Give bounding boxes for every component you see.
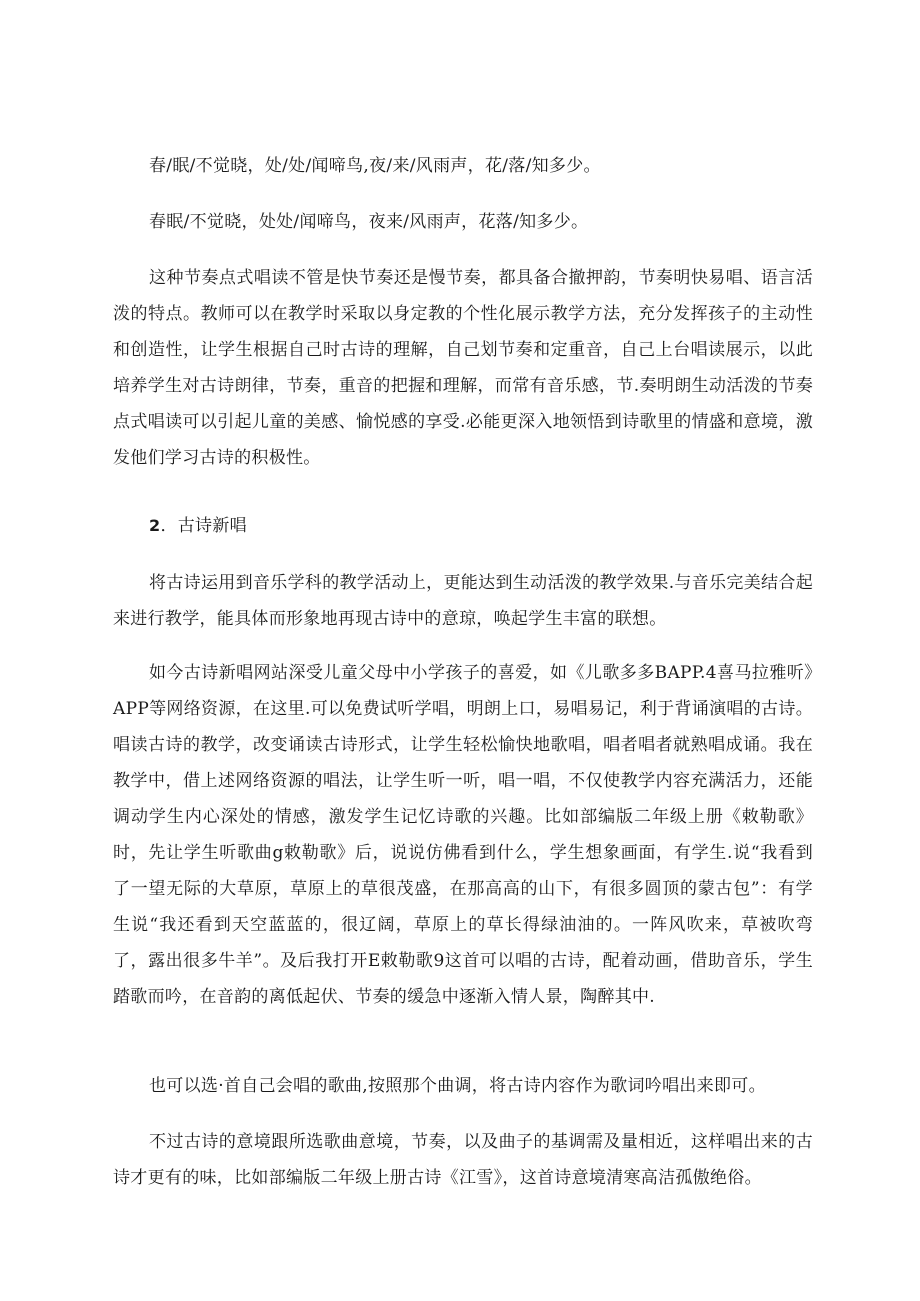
section-title: ．古诗新唱 (160, 516, 247, 536)
paragraph-resources: 如今古诗新唱网站深受儿童父母中小学孩子的喜爱，如《儿歌多多BAPP.4喜马拉雅听》APP等网络资源，在这里.可以免费试听学唱，明朗上口，易唱易记，利于背诵演唱的古诗。唱读古诗的教学，改变诵读古诗形式，让学生轻松愉快地歌唱，唱者唱者就熟唱成诵。我在教学中，借上述网络资源的唱法，让学生听一听，唱一唱，不仅使教学内容充满活力，还能调动学生内心深处的情感，激发学生记忆诗歌的兴趣。比如部编版二年级上册《敕勒歌》时，先让学生听歌曲g敕勒歌》后，说说仿佛看到什么，学生想象画面，有学生.说“我看到了一望无际的大草原，草原上的草很茂盛，在那高高的山下，有很多圆顶的蒙古包”：有学生说“我还看到天空蓝蓝的，很辽阔，草原上的草长得绿油油的。一阵风吹来，草被吹弯了，露出很多牛羊”。及后我打开E敕勒歌9这首可以唱的古诗，配着动画，借助音乐，学生踏歌而吟，在音韵的离低起伏、节奏的缓急中逐渐入情人景，陶醉其中. (113, 663, 813, 1007)
paragraph-choose-song: 也可以选·首自己会唱的歌曲,按照那个曲调，将古诗内容作为歌词吟唱出来即可。 (149, 1076, 766, 1096)
section-number: 2 (149, 516, 161, 535)
rhythm-line-1: 春/眠/不觉晓，处/处/闻啼鸟,夜/来/风雨声，花/落/知多少。 (149, 156, 601, 176)
paragraph-intro: 将古诗运用到音乐学科的教学活动上，更能达到生动活泼的教学效果.与音乐完美结合起来进行教学，能具体而形象地再现古诗中的意琼，唤起学生丰富的联想。 (113, 573, 813, 629)
rhythm-line-2: 春眠/不觉晓，处处/闻啼鸟，夜来/风雨声，花落/知多少。 (149, 212, 589, 232)
section-heading (113, 508, 813, 544)
paragraph-mood: 不过古诗的意境跟所选歌曲意境，节奏，以及曲子的基调需及量相近，这样唱出来的古诗才更有的味，比如部编版二年级上册古诗《江雪》，这首诗意境清寒高洁孤傲绝俗。 (113, 1132, 813, 1188)
paragraph-rhythm: 这种节奏点式唱读不管是快节奏还是慢节奏，都具备合撤押韵，节奏明快易唱、语言活泼的特点。教师可以在教学时采取以身定教的个性化展示教学方法，充分发挥孩子的主动性和创造性，让学生根据自己时古诗的理解，自己划节奏和定重音，自己上台唱读展示，以此培养学生对古诗朗律，节奏，重音的把握和理解，而常有音乐感，节.奏明朗生动活泼的节奏点式唱读可以引起儿童的美感、愉悦感的享受.必能更深入地领悟到诗歌里的情盛和意境，激发他们学习古诗的积极性。 (113, 268, 813, 468)
